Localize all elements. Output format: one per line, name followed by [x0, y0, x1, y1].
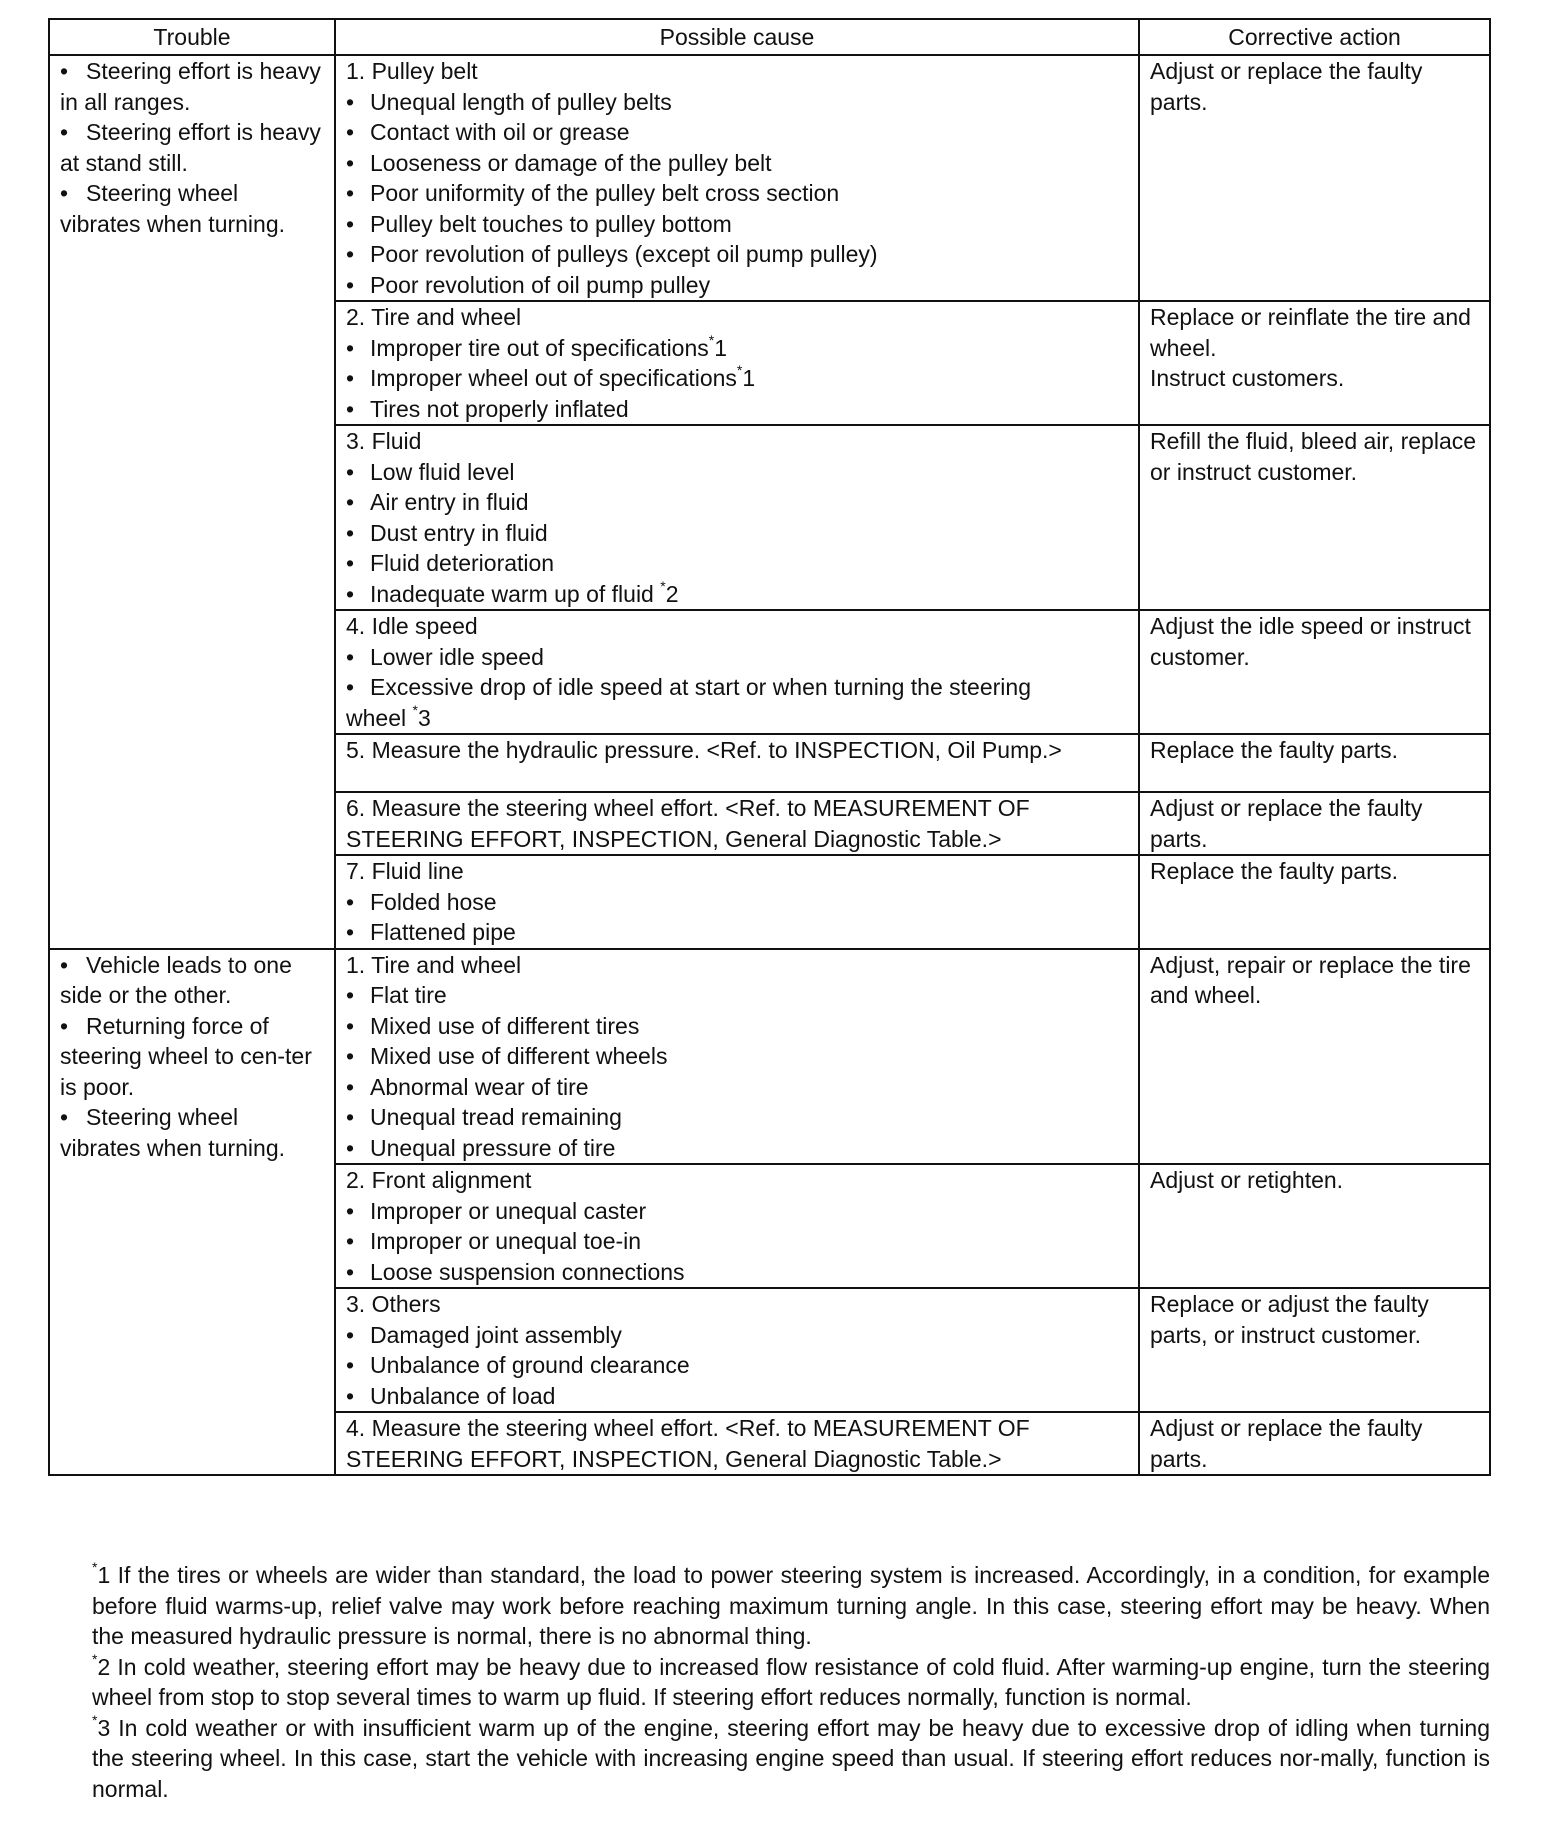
footnote-mark: *	[708, 331, 715, 348]
cause-item	[346, 1041, 1128, 1072]
bullet-icon: •	[346, 919, 355, 945]
bullet-icon: •	[60, 58, 69, 84]
action-cell	[1139, 1288, 1490, 1412]
cause-item	[346, 917, 1128, 948]
cause-item	[346, 394, 1128, 425]
action-text: Replace the faulty parts.	[1150, 737, 1399, 763]
bullet-icon: •	[346, 334, 355, 361]
bullet-icon: •	[346, 1258, 355, 1285]
cause-item	[346, 1133, 1128, 1164]
trouble-cell	[49, 55, 335, 949]
bullet-icon: •	[346, 1043, 355, 1069]
cause-cell	[335, 734, 1139, 792]
action-text: Adjust or replace the faulty parts.	[1150, 1415, 1423, 1472]
cause-item-text: Unequal length of pulley belts	[370, 88, 672, 115]
bullet-icon: •	[60, 180, 69, 206]
footnote	[92, 1560, 1490, 1652]
footnote-mark: *	[92, 1650, 98, 1667]
action-cell	[1139, 301, 1490, 425]
cause-item	[346, 178, 1128, 209]
cause-item-text: Contact with oil or grease	[370, 119, 630, 145]
bullet-icon: •	[346, 241, 355, 267]
cause-item-text: Unbalance of ground clearance	[370, 1352, 690, 1378]
action-text: Adjust, repair or replace the tire and wheel.	[1150, 951, 1471, 1008]
action-text: Replace or adjust the faulty parts, or instruct customer.	[1150, 1291, 1429, 1348]
bullet-icon: •	[346, 149, 355, 176]
cause-item	[346, 148, 1128, 179]
cause-item-text: Mixed use of different tires	[370, 1012, 640, 1039]
cause-item-text: Poor revolution of oil pump pulley	[370, 271, 711, 298]
trouble-item	[60, 950, 324, 1011]
trouble-text: Steering wheel vibrates when turning.	[60, 1104, 286, 1161]
diagnostic-table	[48, 18, 1491, 1476]
bullet-icon: •	[346, 1197, 355, 1224]
cause-item-text: Air entry in fluid	[370, 489, 529, 515]
cause-item	[346, 457, 1128, 488]
footnote-mark: *	[660, 577, 666, 594]
cause-cell	[335, 1288, 1139, 1412]
cause-item-text: Flattened pipe	[370, 919, 516, 945]
cause-item	[346, 1257, 1128, 1288]
bullet-icon: •	[60, 1012, 69, 1039]
footnote-ref: 3	[417, 704, 431, 731]
cause-item-text: Looseness or damage of the pulley belt	[370, 149, 772, 176]
trouble-text: Vehicle leads to one side or the other.	[60, 951, 292, 1008]
bullet-icon: •	[60, 1104, 69, 1130]
header-possible-cause: Possible cause	[335, 19, 1139, 55]
bullet-icon: •	[346, 519, 355, 546]
cause-item	[346, 239, 1128, 270]
action-cell	[1139, 55, 1490, 301]
cause-item	[346, 1102, 1128, 1133]
footnote-text: 3 In cold weather or with insufficient warm up of the engine, steering effort may be heavy due to excessive drop of idling when turning the steering wheel. In this case, start the vehicle with increasing engine speed than usual. If steering effort reduces nor-mally, function is normal.	[92, 1714, 1490, 1802]
bullet-icon: •	[346, 1012, 355, 1039]
action-text: Replace the faulty parts.	[1150, 858, 1399, 884]
action-text: Adjust or retighten.	[1150, 1167, 1344, 1193]
cause-item-text: Abnormal wear of tire	[370, 1073, 589, 1100]
bullet-icon: •	[346, 1134, 355, 1161]
cause-item-text: Damaged joint assembly	[370, 1321, 622, 1348]
cause-item	[346, 209, 1128, 240]
bullet-icon: •	[346, 489, 355, 515]
bullet-icon: •	[346, 210, 355, 237]
bullet-icon: •	[346, 888, 355, 915]
bullet-icon: •	[346, 580, 355, 607]
trouble-cell	[49, 949, 335, 1476]
header-trouble: Trouble	[49, 19, 335, 55]
trouble-text: Steering effort is heavy in all ranges.	[60, 58, 321, 115]
trouble-text: Returning force of steering wheel to cen-ter is poor.	[60, 1012, 312, 1100]
cause-item	[346, 363, 1128, 394]
action-cell	[1139, 792, 1490, 855]
cause-item	[346, 980, 1128, 1011]
cause-cell	[335, 425, 1139, 610]
trouble-item	[60, 1011, 324, 1103]
bullet-icon: •	[346, 180, 355, 206]
bullet-icon: •	[60, 951, 69, 978]
trouble-item	[60, 1102, 324, 1163]
bullet-icon: •	[346, 982, 355, 1008]
bullet-icon: •	[346, 1321, 355, 1348]
action-text: Refill the fluid, bleed air, replace or instruct customer.	[1150, 428, 1477, 485]
cause-title: 3. Others	[346, 1291, 441, 1317]
cause-cell	[335, 855, 1139, 949]
cause-item-text: Inadequate warm up of fluid	[370, 580, 661, 607]
cause-item	[346, 1196, 1128, 1227]
cause-item	[346, 1320, 1128, 1351]
cause-item-text: Dust entry in fluid	[370, 519, 548, 546]
action-text: Adjust the idle speed or instruct customer.	[1150, 613, 1471, 670]
action-cell	[1139, 1164, 1490, 1288]
cause-item-text: Unequal tread remaining	[370, 1104, 622, 1130]
bullet-icon: •	[60, 119, 69, 145]
cause-item-text: Loose suspension connections	[370, 1258, 685, 1285]
cause-item	[346, 518, 1128, 549]
cause-item-text: Folded hose	[370, 888, 497, 915]
cause-item	[346, 1381, 1128, 1412]
cause-item	[346, 487, 1128, 518]
trouble-item	[60, 117, 324, 178]
trouble-text: Steering effort is heavy at stand still.	[60, 119, 321, 176]
cause-title: 6. Measure the steering wheel effort. <Ref. to MEASUREMENT OF STEERING EFFORT, INSPECTION, General Diagnostic Table.>	[346, 795, 1030, 852]
cause-cell	[335, 1412, 1139, 1475]
cause-title: 7. Fluid line	[346, 858, 464, 884]
action-cell	[1139, 1412, 1490, 1475]
footnote-text: 2 In cold weather, steering effort may be heavy due to increased flow resistance of cold fluid. After warming-up engine, turn the steering wheel from stop to stop several times to warm up fluid. If steering effort reduces normally, function is normal.	[92, 1653, 1490, 1710]
bullet-icon: •	[346, 1104, 355, 1130]
trouble-text: Steering wheel vibrates when turning.	[60, 180, 286, 237]
cause-title: 1. Tire and wheel	[346, 951, 522, 978]
cause-title: 3. Fluid	[346, 428, 422, 454]
cause-cell	[335, 949, 1139, 1165]
bullet-icon: •	[346, 550, 355, 576]
cause-item-text: Flat tire	[370, 982, 447, 1008]
cause-cell	[335, 1164, 1139, 1288]
action-text: Adjust or replace the faulty parts.	[1150, 58, 1423, 115]
cause-cell	[335, 792, 1139, 855]
footnote-mark: *	[412, 701, 418, 718]
cause-title: 2. Front alignment	[346, 1167, 532, 1193]
cause-item-text: Improper tire out of specifications	[370, 334, 709, 361]
footnote	[92, 1652, 1490, 1713]
cause-item-text: Mixed use of different wheels	[370, 1043, 668, 1069]
header-corrective-action: Corrective action	[1139, 19, 1490, 55]
cause-item-text: Poor uniformity of the pulley belt cross section	[370, 180, 840, 206]
bullet-icon: •	[346, 458, 355, 485]
cause-item	[346, 333, 1128, 364]
cause-item-continuation: wheel	[346, 704, 413, 731]
cause-item-text: Poor revolution of pulleys (except oil pump pulley)	[370, 241, 878, 267]
cause-title: 4. Measure the steering wheel effort. <Ref. to MEASUREMENT OF STEERING EFFORT, INSPECTION, General Diagnostic Table.>	[346, 1415, 1030, 1472]
footnotes	[92, 1560, 1490, 1804]
cause-item-text: Pulley belt touches to pulley bottom	[370, 210, 732, 237]
cause-item	[346, 672, 1128, 733]
trouble-item	[60, 178, 324, 239]
cause-item	[346, 270, 1128, 301]
cause-item	[346, 887, 1128, 918]
footnote	[92, 1713, 1490, 1805]
footnote-text: 1 If the tires or wheels are wider than standard, the load to power steering system is increased. Accordingly, in a condition, for example before fluid warms-up, relief valve may work before reaching maximum turning angle. In this case, steering effort may be heavy. When the measured hydraulic pressure is normal, there is no abnormal thing.	[92, 1562, 1490, 1649]
header-row	[49, 19, 1490, 55]
action-cell	[1139, 425, 1490, 610]
bullet-icon: •	[346, 1352, 355, 1378]
cause-item-text: Excessive drop of idle speed at start or when turning the steering	[370, 674, 1031, 700]
footnote-mark: *	[92, 1559, 98, 1575]
action-text: Replace or reinflate the tire and wheel.	[1150, 304, 1471, 361]
cause-item-text: Tires not properly inflated	[370, 395, 629, 422]
cause-item	[346, 1350, 1128, 1381]
cause-item	[346, 1226, 1128, 1257]
cause-cell	[335, 301, 1139, 425]
trouble-item	[60, 56, 324, 117]
action-cell	[1139, 734, 1490, 792]
bullet-icon: •	[346, 1228, 355, 1254]
footnote-ref: 1	[742, 365, 756, 391]
cause-item	[346, 1011, 1128, 1042]
cause-item	[346, 642, 1128, 673]
bullet-icon: •	[346, 643, 355, 670]
bullet-icon: •	[346, 1073, 355, 1100]
cause-item-text: Unequal pressure of tire	[370, 1134, 616, 1161]
cause-item	[346, 579, 1128, 610]
bullet-icon: •	[346, 365, 355, 391]
cause-item-text: Improper or unequal toe-in	[370, 1228, 642, 1254]
footnote-ref: 2	[665, 580, 679, 607]
cause-title: 4. Idle speed	[346, 613, 478, 639]
bullet-icon: •	[346, 271, 355, 298]
table-row	[49, 55, 1490, 301]
bullet-icon: •	[346, 674, 355, 700]
cause-item-text: Low fluid level	[370, 458, 515, 485]
bullet-icon: •	[346, 119, 355, 145]
cause-item	[346, 548, 1128, 579]
footnote-mark: *	[736, 362, 743, 378]
bullet-icon: •	[346, 88, 355, 115]
footnote-ref: 1	[714, 334, 728, 361]
cause-item	[346, 117, 1128, 148]
cause-item-text: Improper or unequal caster	[370, 1197, 647, 1224]
action-text: Adjust or replace the faulty parts.	[1150, 795, 1423, 852]
table-row	[49, 949, 1490, 1165]
cause-title: 5. Measure the hydraulic pressure. <Ref. to INSPECTION, Oil Pump.>	[346, 737, 1062, 763]
action-cell	[1139, 949, 1490, 1165]
cause-cell	[335, 610, 1139, 734]
cause-cell	[335, 55, 1139, 301]
cause-item-text: Improper wheel out of specifications	[370, 365, 737, 391]
cause-title: 2. Tire and wheel	[346, 304, 522, 330]
cause-item-text: Unbalance of load	[370, 1382, 556, 1409]
action-text: Instruct customers.	[1150, 365, 1345, 391]
bullet-icon: •	[346, 1382, 355, 1409]
cause-item-text: Fluid deterioration	[370, 550, 555, 576]
action-cell	[1139, 610, 1490, 734]
cause-title: 1. Pulley belt	[346, 58, 478, 84]
cause-item-text: Lower idle speed	[370, 643, 544, 670]
cause-item	[346, 87, 1128, 118]
cause-item	[346, 1072, 1128, 1103]
action-cell	[1139, 855, 1490, 949]
footnote-mark: *	[92, 1711, 98, 1728]
bullet-icon: •	[346, 395, 355, 422]
